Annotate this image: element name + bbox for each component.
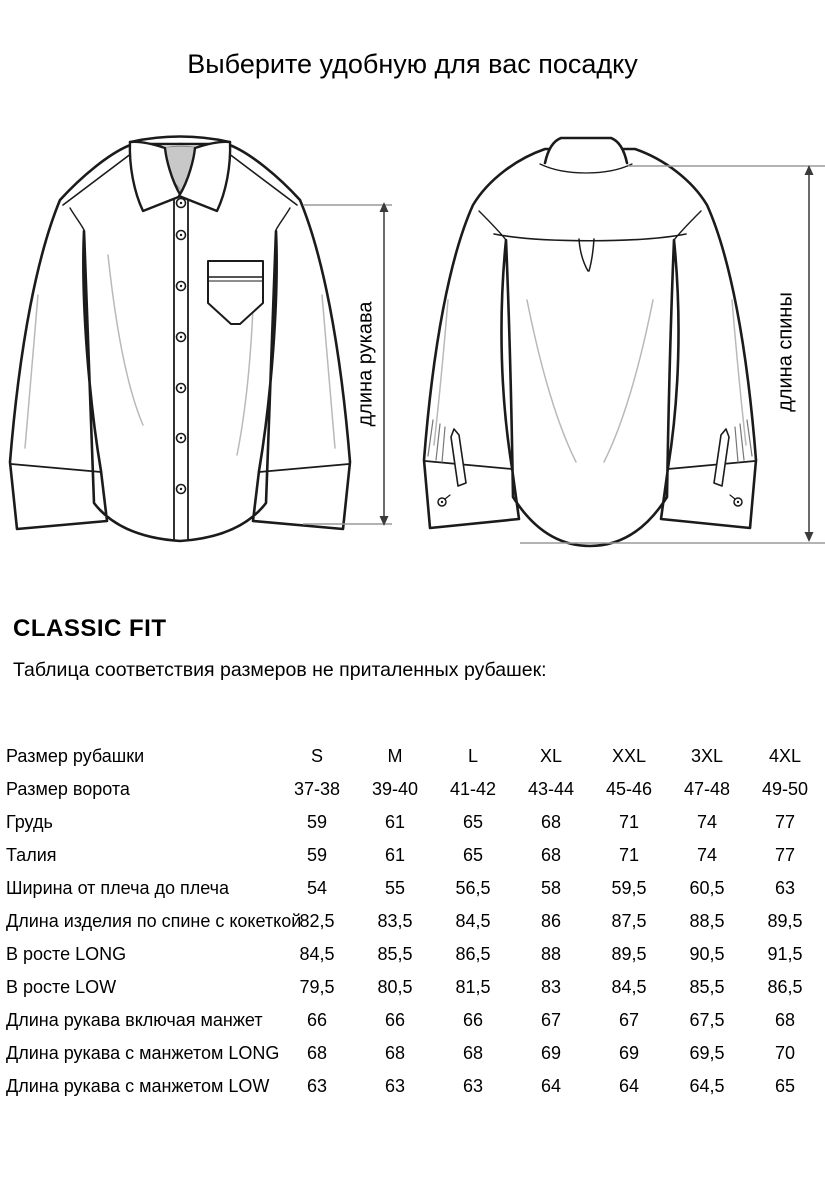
value-cell: 64 xyxy=(618,1076,640,1096)
value-cell: 63 xyxy=(462,1076,484,1096)
value-cell: 41-42 xyxy=(449,779,497,799)
value-cell: 89,5 xyxy=(611,944,647,964)
value-cell: 66 xyxy=(384,1010,406,1030)
value-cell: 65 xyxy=(462,812,484,832)
row-label: Длина рукава с манжетом LONG xyxy=(6,1043,280,1063)
row-label: Размер ворота xyxy=(6,779,130,799)
value-cell: 68 xyxy=(306,1043,328,1063)
back-shirt xyxy=(424,138,756,546)
value-cell: 69 xyxy=(540,1043,562,1063)
value-cell: 79,5 xyxy=(299,977,335,997)
value-cell: 71 xyxy=(618,812,640,832)
value-cell: 86 xyxy=(540,911,562,931)
size-cell: XXL xyxy=(611,746,647,766)
table-row xyxy=(0,1070,825,1103)
value-cell: 64,5 xyxy=(689,1076,725,1096)
value-cell: 64 xyxy=(540,1076,562,1096)
value-cell: 88,5 xyxy=(689,911,725,931)
value-cell: 83 xyxy=(540,977,562,997)
size-cell: XL xyxy=(539,746,563,766)
value-cell: 61 xyxy=(384,845,406,865)
value-cell: 45-46 xyxy=(605,779,653,799)
value-cell: 63 xyxy=(384,1076,406,1096)
value-cell: 69 xyxy=(618,1043,640,1063)
value-cell: 67,5 xyxy=(689,1010,725,1030)
back-shirt-body xyxy=(424,149,756,546)
row-label: Ширина от плеча до плеча xyxy=(6,878,230,898)
value-cell: 88 xyxy=(540,944,562,964)
value-cell: 84,5 xyxy=(455,911,491,931)
value-cell: 85,5 xyxy=(689,977,725,997)
value-cell: 63 xyxy=(774,878,796,898)
value-cell: 60,5 xyxy=(689,878,725,898)
table-row xyxy=(0,839,825,872)
value-cell: 63 xyxy=(306,1076,328,1096)
value-cell: 85,5 xyxy=(377,944,413,964)
size-cell: L xyxy=(467,746,478,766)
size-cell: M xyxy=(387,746,403,766)
value-cell: 65 xyxy=(774,1076,796,1096)
table-header-row xyxy=(0,740,825,773)
value-cell: 86,5 xyxy=(455,944,491,964)
value-cell: 55 xyxy=(384,878,406,898)
value-cell: 65 xyxy=(462,845,484,865)
size-table xyxy=(0,740,825,1103)
table-row xyxy=(0,938,825,971)
row-label: Грудь xyxy=(6,812,53,832)
front-shirt xyxy=(10,137,350,542)
value-cell: 66 xyxy=(306,1010,328,1030)
value-cell: 77 xyxy=(774,845,796,865)
value-cell: 90,5 xyxy=(689,944,725,964)
value-cell: 84,5 xyxy=(299,944,335,964)
value-cell: 70 xyxy=(774,1043,796,1063)
sleeve-length-label: длина рукава xyxy=(354,301,377,427)
table-row xyxy=(0,806,825,839)
row-label: В росте LOW xyxy=(6,977,117,997)
value-cell: 47-48 xyxy=(683,779,731,799)
value-cell: 39-40 xyxy=(371,779,419,799)
value-cell: 68 xyxy=(774,1010,796,1030)
value-cell: 68 xyxy=(384,1043,406,1063)
value-cell: 56,5 xyxy=(455,878,491,898)
value-cell: 68 xyxy=(462,1043,484,1063)
back-length-label: длина спины xyxy=(774,292,797,412)
row-label: В росте LONG xyxy=(6,944,127,964)
row-label: Талия xyxy=(6,845,57,865)
table-row xyxy=(0,971,825,1004)
table-row xyxy=(0,773,825,806)
value-cell: 74 xyxy=(696,812,718,832)
table-row xyxy=(0,1004,825,1037)
page-title: Выберите удобную для вас посадку xyxy=(187,49,638,79)
value-cell: 59 xyxy=(306,812,328,832)
value-cell: 59 xyxy=(306,845,328,865)
value-cell: 58 xyxy=(540,878,562,898)
value-cell: 81,5 xyxy=(455,977,491,997)
row-label: Длина рукава с манжетом LOW xyxy=(6,1076,270,1096)
value-cell: 43-44 xyxy=(527,779,575,799)
value-cell: 80,5 xyxy=(377,977,413,997)
value-cell: 68 xyxy=(540,812,562,832)
value-cell: 83,5 xyxy=(377,911,413,931)
value-cell: 71 xyxy=(618,845,640,865)
value-cell: 59,5 xyxy=(611,878,647,898)
value-cell: 67 xyxy=(540,1010,562,1030)
value-cell: 66 xyxy=(462,1010,484,1030)
row-label: Длина рукава включая манжет xyxy=(6,1010,263,1030)
value-cell: 37-38 xyxy=(293,779,341,799)
value-cell: 91,5 xyxy=(767,944,803,964)
value-cell: 69,5 xyxy=(689,1043,725,1063)
value-cell: 49-50 xyxy=(761,779,809,799)
table-row xyxy=(0,872,825,905)
size-cell: 4XL xyxy=(768,746,802,766)
value-cell: 68 xyxy=(540,845,562,865)
table-row xyxy=(0,1037,825,1070)
value-cell: 89,5 xyxy=(767,911,803,931)
row-label: Размер рубашки xyxy=(6,746,145,766)
table-subtitle: Таблица соответствия размеров не приталенных рубашек: xyxy=(13,659,547,681)
size-cell: S xyxy=(310,746,323,766)
table-row xyxy=(0,905,825,938)
value-cell: 87,5 xyxy=(611,911,647,931)
row-label: Длина изделия по спине с кокеткой xyxy=(6,911,302,931)
value-cell: 77 xyxy=(774,812,796,832)
value-cell: 61 xyxy=(384,812,406,832)
value-cell: 67 xyxy=(618,1010,640,1030)
fit-heading: CLASSIC FIT xyxy=(13,615,167,642)
value-cell: 84,5 xyxy=(611,977,647,997)
value-cell: 54 xyxy=(306,878,328,898)
value-cell: 82,5 xyxy=(299,911,335,931)
value-cell: 86,5 xyxy=(767,977,803,997)
size-cell: 3XL xyxy=(690,746,724,766)
value-cell: 74 xyxy=(696,845,718,865)
